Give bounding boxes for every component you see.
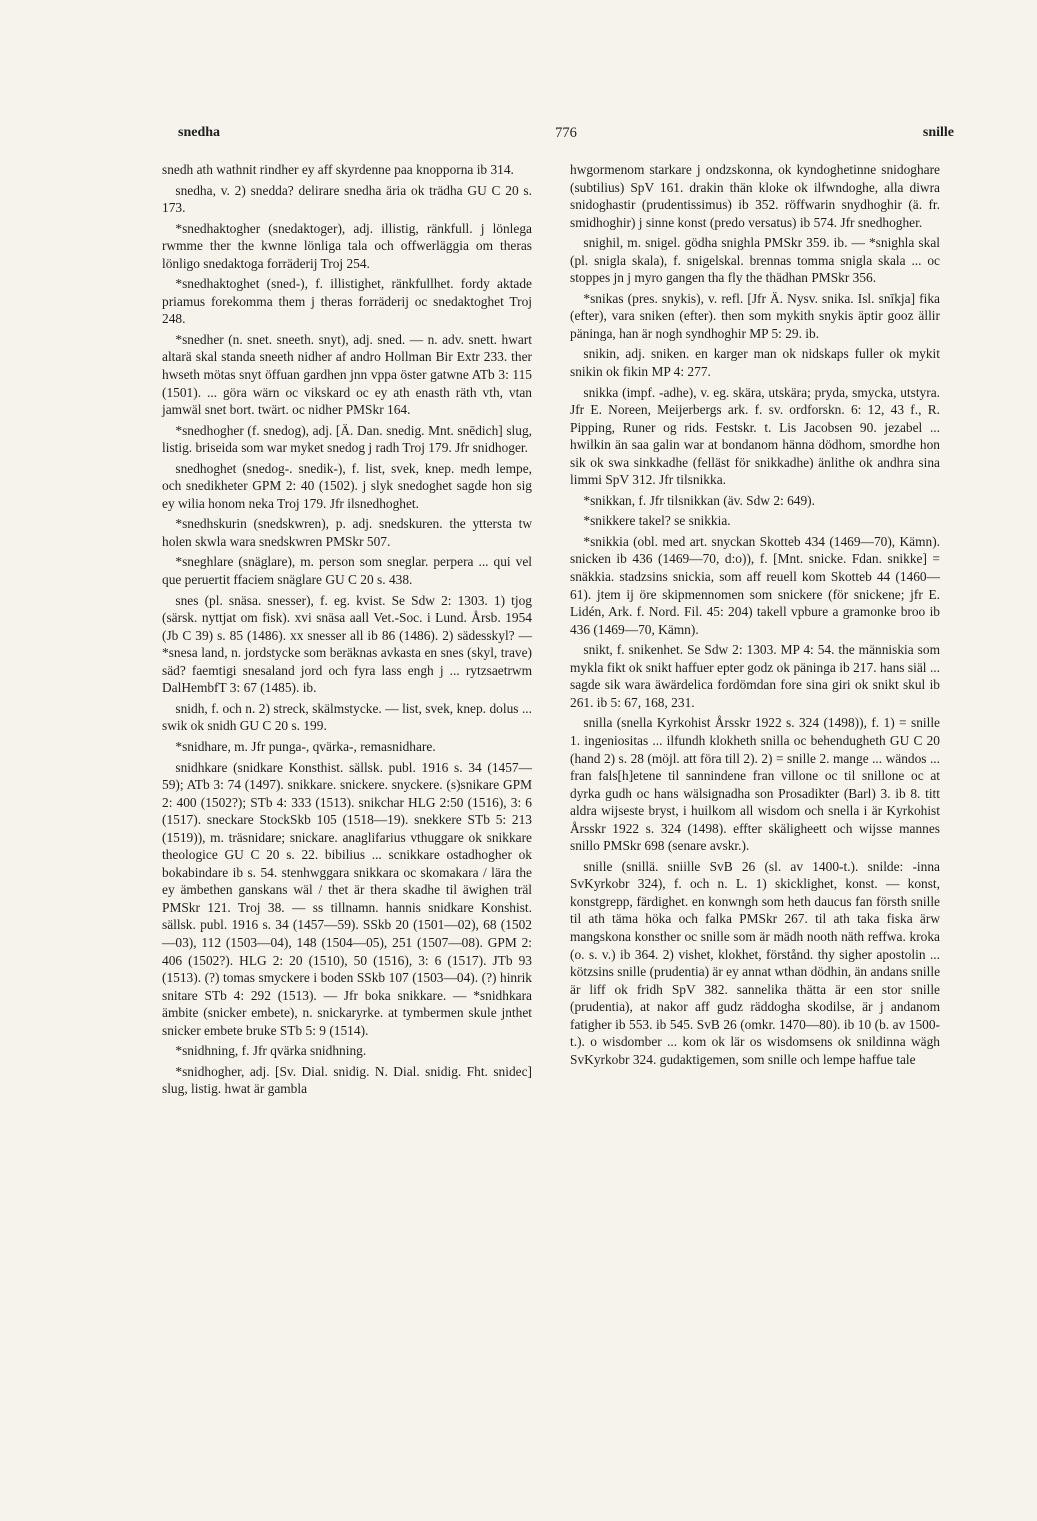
dictionary-entry: *sneghlare (snäglare), m. person som sneglar. perpera ... qui vel que peruertit ffaciem snäglare GU C 20 s. 438. [162,554,532,588]
dictionary-entry: snidh, f. och n. 2) streck, skälmstycke. — list, svek, knep. dolus ... swik ok snidh GU C 20 s. 199. [162,700,532,734]
dictionary-entry: *snikkere takel? se snikkia. [583,513,731,529]
dictionary-entry: snedh ath wathnit rindher ey aff skyrdenne paa knopporna ib 314. [162,162,514,177]
dictionary-entry: snille (snillä. sniille SvB 26 (sl. av 1400-t.). snilde: -inna SvKyrkobr 324), f. och n. L. 1) skicklighet, konst. — konst, konstgrepp, färdighet. en konwngh som heth daucus fan försth snille til ath täma höka och falka PMSkr 267. til ath taka fiska ärw mangskona konsther oc snille som är mädh nooth näth reffwa. kroka (o. s. v.) ib 364. 2) vishet, klokhet, förstånd. thy sigher apostolin ... kötzsins snille (prudentia) är ey annat wthan dödhin, än andans snille är liff ok fridh SpV 382. sannelika thätta är een stor snille (prudentia), at nakor aff gudz räddogha skodilse, är j andanom fatigher ib 553. ib 545. SvB 26 (omkr. 1470—80). ib 10 (b. av 1500-t.). o wisdomber ... kom ok lär os wisdomsens ok snildinna wägh SvKyrkobr 324. gudaktigemen, som snille och lempe haffue tale [570,858,941,1067]
dictionary-entry: *snedher (n. snet. sneeth. snyt), adj. sned. — n. adv. snett. hwart altarä skal standa sneeth nidher af andro Hollman Bir Extr 233. ther hwseth mötas snyt öffuan gardhen jnn vppa öster gatwne ATb 3: 115 (1501). ... göra wärn oc vikskard oc ey ath enasth räth vth, vtan jamwäl snet bort. twärt. oc nidher PMSkr 164. [162,331,532,418]
dictionary-entry: snikt, f. snikenhet. Se Sdw 2: 1303. MP 4: 54. the människia som mykla fikt ok snikt haffuer epter godz ok päninga ib 217. hans siäl ... sagde sik wara äwärdelica fordömdan fore sina giri ok snikt skul ib 261. ib 5: 67, 168, 231. [570,642,940,710]
dictionary-entry: *snedhogher (f. snedog), adj. [Ä. Dan. snedig. Mnt. snēdich] slug, listig. briseida som war myket snedog j radh Troj 179. Jfr snidhoger. [162,422,532,456]
dictionary-entry: snes (pl. snäsa. snesser), f. eg. kvist. Se Sdw 2: 1303. 1) tjog (särsk. nyttjat om fisk). xvi snäsa aall Vet.-Soc. i Lund. Årsb. 1954 (Jb C 39) s. 85 (1486). xx snesser all ib 86 (1486). 2) sädesskyl? — *snesa land, n. jordstycke som beräknas avkasta en snes (skyl, trave) säd? faemtigi snesaland jord och fyra lass engh j ... rytzsaetrwm DalHembfT 3: 67 (1485). ib. [162,592,532,696]
dictionary-entry: snedha, v. 2) snedda? delirare snedha äria ok trädha GU C 20 s. 173. [162,182,532,216]
dictionary-entry: snighil, m. snigel. gödha snighla PMSkr 359. ib. — *snighla skal (pl. snigla skala), f. snigelskal. brennas tomma snigla skala ... oc stoppes jn j myro gangen tha fly the thädhan PMSkr 356. [570,235,940,286]
dictionary-entry: *snedhskurin (snedskwren), p. adj. snedskuren. the yttersta tw holen skwla wara snedskwren PMSkr 507. [162,516,532,549]
dictionary-entry: hwgormenom starkare j ondzskonna, ok kyndoghetinne snidoghare (subtilius) SpV 161. drakin thän kloke ok ilfwndoghe, alla diwra snidoghastir (prudentissimus) ib 352. röffwarin snydhoghir (ä. fr. smidhoghir) j sinne konst (predo versatus) ib 574. Jfr snedhogher. [570,162,940,230]
dictionary-entry: snikin, adj. sniken. en karger man ok nidskaps fuller ok mykit snikin ok fikin MP 4: 277. [570,346,940,380]
dictionary-entry: snedhoghet (snedog-. snedik-), f. list, svek, knep. medh lempe, och snedikheter GPM 2: 40 (1502). j slyk snedoghet sagde hon sig ey wilia honom neka Troj 179. Jfr ilsnedhoghet. [162,460,532,511]
page-number: 776 [555,125,577,141]
header-last-entry: snille [922,125,954,140]
header-first-entry: snedha [178,125,221,140]
dictionary-entry: *snidhning, f. Jfr qvärka snidhning. [175,1043,367,1059]
dictionary-entry: *snidhare, m. Jfr punga-, qvärka-, remasnidhare. [175,738,436,754]
running-head [178,124,954,144]
dictionary-entry: snidhkare (snidkare Konsthist. sällsk. publ. 1916 s. 34 (1457—59); ATb 3: 74 (1497). snikkare. snickere. snyckere. (s)snikare GPM 2: 400 (1502?); STb 4: 333 (1513). snikchar HLG 2:50 (1516), 3: 6 (1517). sneckare StockSkb 105 (1518—19). snekkere STb 5: 213 (1519)), m. träsnidare; snickare. anaglifarius vthuggare ok snikkare theologice GU C 20 s. 22. bibilius ... scnikkare ostadhogher ok bokabindare ib s. 54. stenhwggara snikkara oc skomakara / lära the ey ämbethen ganskans wäl / thet är thera skadhe til äwighen träl PMSkr 121. Troj 38. — ss tillnamn. hannis snidkare Konshist. sällsk. publ. 1916 s. 34 (1457—59). SSkb 20 (1501—02), 68 (1502—03), 112 (1503—04), 148 (1504—05), 251 (1507—08). GPM 2: 406 (1502?). HLG 2: 20 (1510), 50 (1516), 3: 6 (1517). JTb 93 (1513). (?) tomas smyckere i boden SSkb 107 (1503—04). (?) hinrik snitare STb 4: 292 (1513). — Jfr boka snikkare. — *snidhkara ämbite (snicker embete), n. snickaryrke. at tymbermen skule jnthet snicker embete bruke STb 5: 9 (1514). [162,759,532,1038]
dictionary-entry: snikka (impf. -adhe), v. eg. skära, utskära; pryda, smycka, utstyra. Jfr E. Noreen, Meijerbergs ark. f. sv. ordforskn. 6: 12, 43 f., R. Pipping, Runer og rids. Festskr. t. Lis Jacobsen 90. jezabel ... hwilkin än saa galin war at bondanom hänna dödhom, smordhe hon sik ok swa sinkkadhe (felläst för snikkadhe) änlithe ok andhra sina limmi SpV 312. Jfr tilsnikka. [570,384,940,488]
dictionary-entry: *snedhaktoghet (sned-), f. illistighet, ränkfullhet. fordy aktade priamus forekomma them j theras forräderij oc snedaktoghet Troj 248. [162,276,532,327]
dictionary-entry: *snidhogher, adj. [Sv. Dial. snidig. N. Dial. snidig. Fht. snidec] slug, listig. hwat är gambla [162,1063,532,1097]
dictionary-entry: snilla (snella Kyrkohist Årsskr 1922 s. 324 (1498)), f. 1) = snille 1. ingeniositas ... ilfundh klokheth snilla oc behendugheth GU C 20 (hand 2) s. 28 (möjl. att föra till 2). 2) = snille 2. mange ... wändos ... fran fals[h]etene til sannindene fran villone oc til snillone oc at dyrka gudh oc hans wälsignadha son Prosadikter (Barl) 3. ib 8. titt aldra wijseste bryst, i huilkom all wisdom och snella i är Kyrkohist Årsskr 1922 s. 324 (1498). effter skäligheett och wijsse mannes snillo PMSkr 698 (senare avskr.). [570,715,940,854]
dictionary-entry: *snikkia (obl. med art. snyckan Skotteb 434 (1469—70), Kämn). snicken ib 436 (1469—70, d:o)), f. [Mnt. snicke. Fdan. snikke] = snäkkia. stadzsins snickia, som aff reuell kom Skotteb 44 (1460—61). jtem ij öre skipmennomen som snickere (för snickene; jfr E. Lidén, Ark. f. Nord. Fil. 45: 204) takell vpbure a gramonke broo ib 436 (1469—70, Kämn). [570,533,940,637]
left-column [162,161,532,1101]
dictionary-entry: *snikas (pres. snykis), v. refl. [Jfr Ä. Nysv. snika. Isl. snīkja] fika (efter), vara sniken (efter). then som mykith snykis äptir gooz ällir päninga, han är nogh syndhoghir MP 5: 29. ib. [570,290,940,341]
right-column [570,161,940,1071]
dictionary-entry: *snedhaktogher (snedaktoger), adj. illistig, ränkfull. j lönlega rwmme ther the kwnne lönliga tala och offwerläggia om theras lönligo snedaktoga forräderij Troj 254. [162,220,532,271]
dictionary-entry: *snikkan, f. Jfr tilsnikkan (äv. Sdw 2: 649). [583,492,815,508]
